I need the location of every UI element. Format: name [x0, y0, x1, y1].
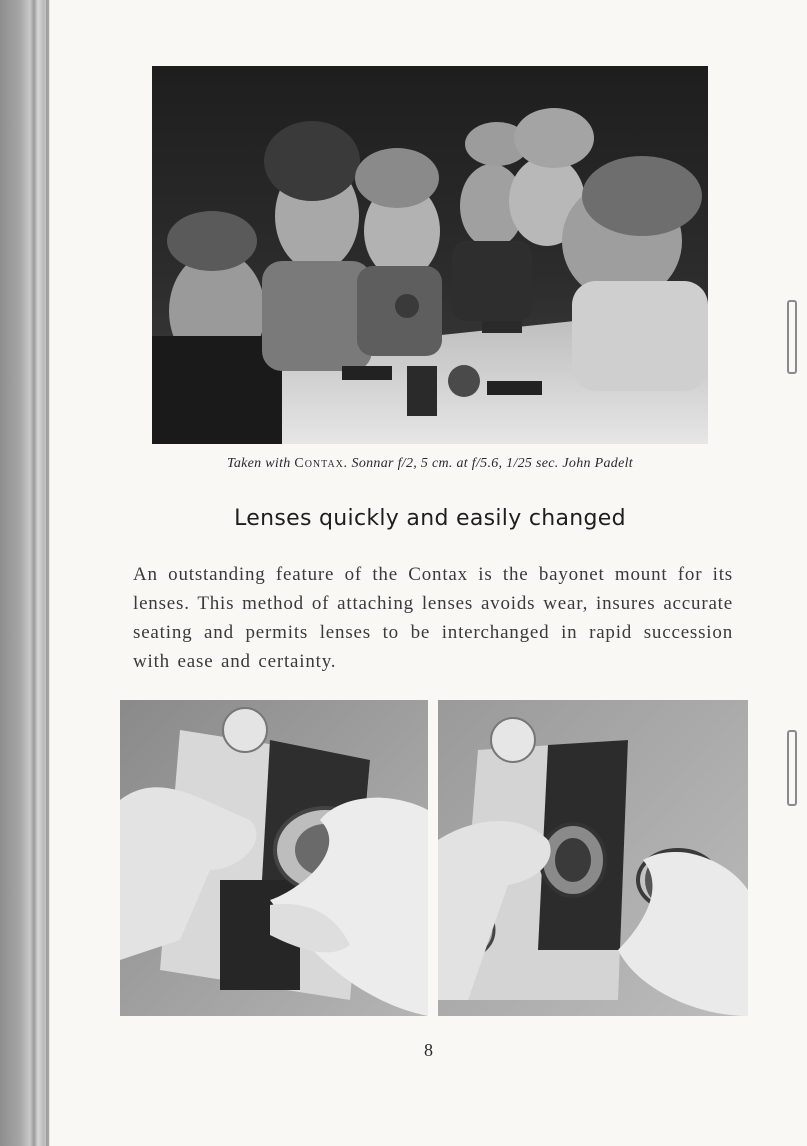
- page-number: 8: [424, 1040, 433, 1060]
- section-heading: Lenses quickly and easily changed: [234, 506, 626, 531]
- page-edge-mark-top: [787, 300, 797, 374]
- caption-suffix: . Sonnar f/2, 5 cm. at f/5.6, 1/25 sec. John Padelt: [343, 456, 633, 471]
- children-photo: [152, 66, 708, 444]
- caption-prefix: Taken with: [227, 456, 295, 471]
- book-binding: [0, 0, 50, 1146]
- camera-lens-mounting-photo: [120, 700, 428, 1016]
- body-paragraph: An outstanding feature of the Contax is the bayonet mount for its lenses. This method of attaching lenses avoids wear, insures accurate seating and permits lenses to be interchanged in rapid succession with ease and certainty.: [133, 564, 733, 672]
- photo-caption: [152, 456, 708, 472]
- page-edge-mark-bottom: [787, 730, 797, 806]
- caption-brand: Contax: [294, 456, 344, 471]
- camera-lens-removed-photo: [438, 700, 748, 1016]
